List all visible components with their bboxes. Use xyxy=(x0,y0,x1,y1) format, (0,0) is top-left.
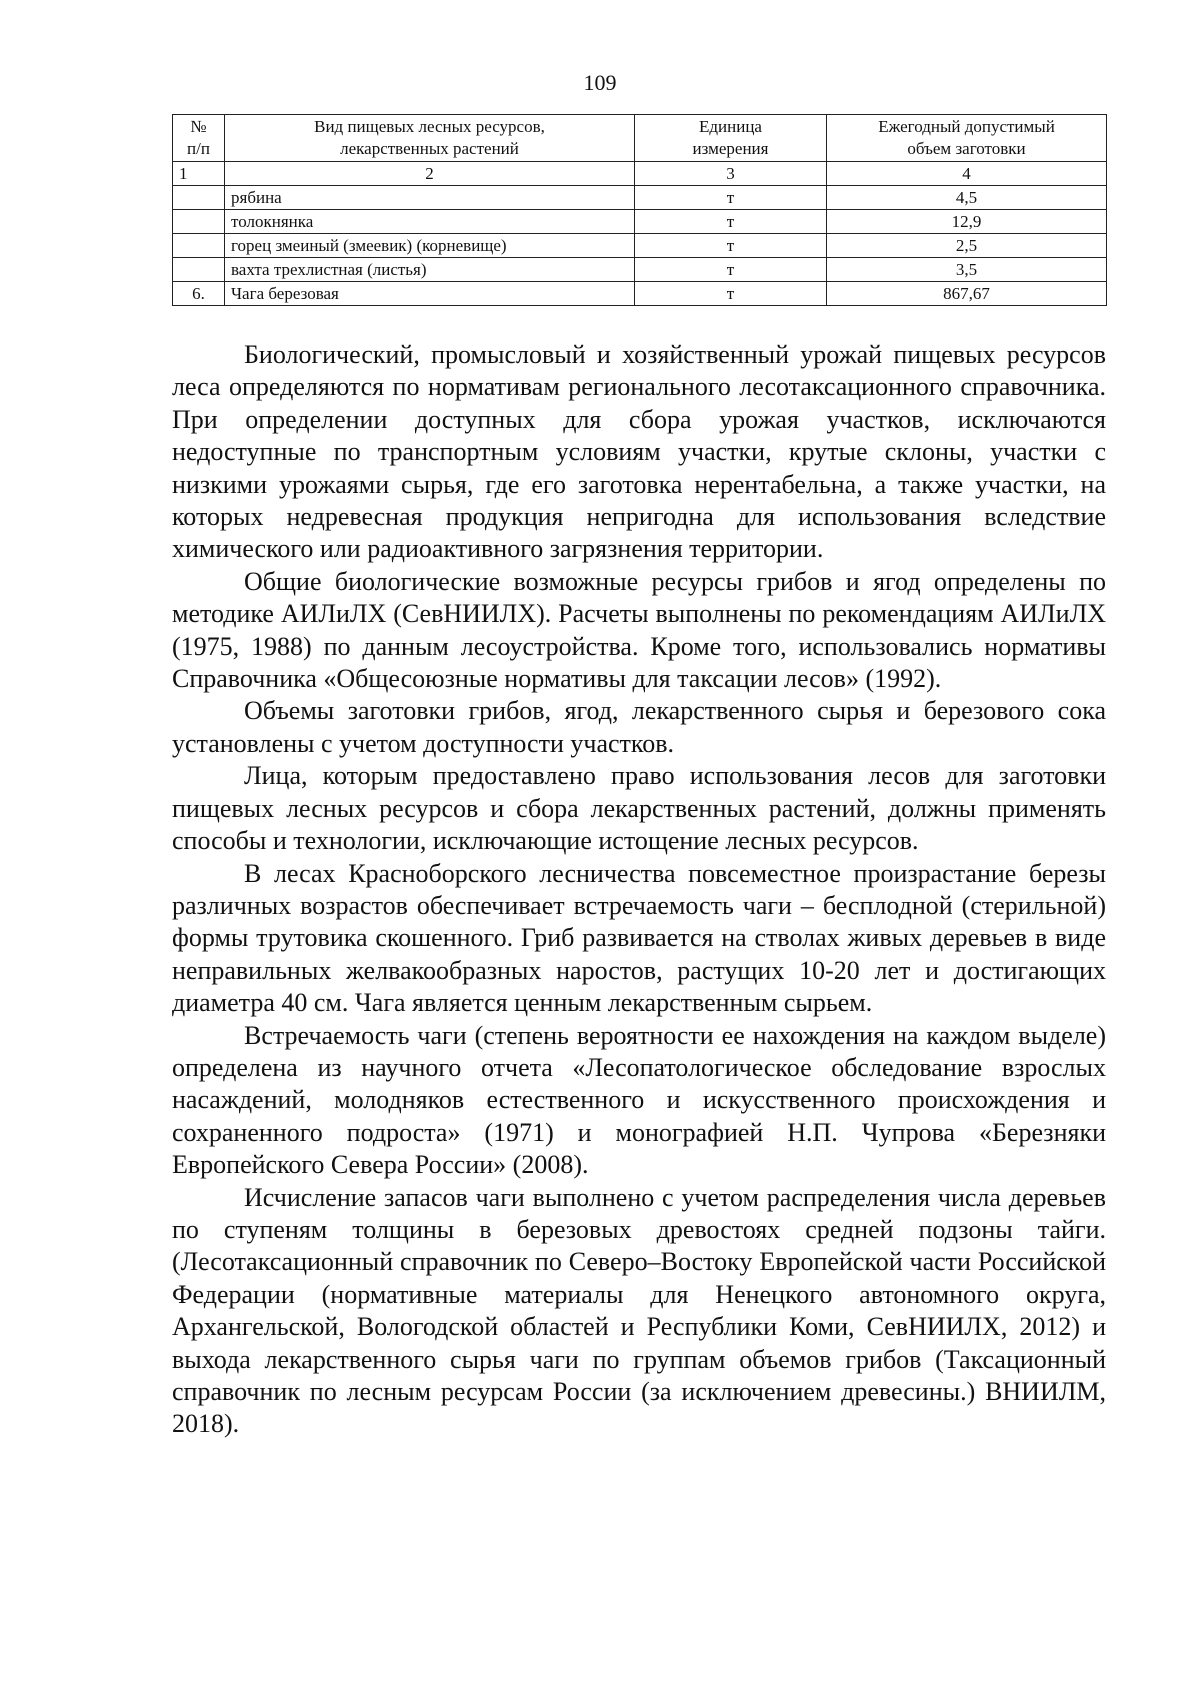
header-num xyxy=(173,115,225,162)
paragraph: Лица, которым предоставлено право использования лесов для заготовки пищевых лесных ресурсов и сбора лекарственных растений, должны применять способы и технологии, исключающие истощение лесных ресурсов. xyxy=(172,761,1106,856)
table-row xyxy=(173,258,1107,282)
row-value-cell: 12,9 xyxy=(827,210,1107,234)
row-value-cell: 4,5 xyxy=(827,186,1107,210)
row-name-cell: толокнянка xyxy=(225,210,635,234)
row-num-cell xyxy=(173,186,225,210)
column-number-cell: 2 xyxy=(225,162,635,186)
resources-table xyxy=(172,114,1107,306)
column-number-cell: 4 xyxy=(827,162,1107,186)
row-num-cell: 6. xyxy=(173,282,225,306)
paragraph: Встречаемость чаги (степень вероятности ее нахождения на каждом выделе) определена из научного отчета «Лесопатологическое обследование взрослых насаждений, молодняков естественного и искусственного происхождения и сохраненного подроста» (1971) и монографией Н.П. Чупрова «Березняки Европейского Севера России» (2008). xyxy=(172,1020,1106,1180)
page-number: 109 xyxy=(583,70,617,95)
row-unit-cell: т xyxy=(635,282,827,306)
row-num-cell xyxy=(173,234,225,258)
paragraph: В лесах Красноборского лесничества повсеместное произрастание березы различных возрастов обеспечивает встречаемость чаги – бесплодной (стерильной) формы трутовика скошенного. Гриб развивается на стволах живых деревьев в виде неправильных желвакообразных наростов, растущих 10-20 лет и достигающих диаметра 40 см. Чага является ценным лекарственным сырьем. xyxy=(172,858,1106,1018)
row-value-cell: 3,5 xyxy=(827,258,1107,282)
header-num-line2: п/п xyxy=(187,139,210,158)
row-unit-cell: т xyxy=(635,258,827,282)
header-volume-line2: объем заготовки xyxy=(907,139,1026,158)
header-volume-line1: Ежегодный допустимый xyxy=(878,117,1055,136)
header-unit-line1: Единица xyxy=(699,117,762,136)
row-name-cell: горец змеиный (змеевик) (корневище) xyxy=(225,234,635,258)
row-num-cell xyxy=(173,258,225,282)
header-kind xyxy=(225,115,635,162)
row-value-cell: 867,67 xyxy=(827,282,1107,306)
table-row xyxy=(173,186,1107,210)
row-name-cell: Чага березовая xyxy=(225,282,635,306)
row-name-cell: вахта трехлистная (листья) xyxy=(225,258,635,282)
paragraph: Общие биологические возможные ресурсы грибов и ягод определены по методике АИЛиЛХ (СевНИИЛХ). Расчеты выполнены по рекомендациям АИЛиЛХ (1975, 1988) по данным лесоустройства. Кроме того, использовались нормативы Справочника «Общесоюзные нормативы для таксации лесов» (1992). xyxy=(172,566,1106,694)
row-value-cell: 2,5 xyxy=(827,234,1107,258)
row-unit-cell: т xyxy=(635,186,827,210)
column-number-cell: 1 xyxy=(173,162,225,186)
header-unit xyxy=(635,115,827,162)
header-unit-line2: измерения xyxy=(692,139,769,158)
body-text xyxy=(172,339,1106,1441)
header-volume xyxy=(827,115,1107,162)
row-unit-cell: т xyxy=(635,210,827,234)
row-num-cell xyxy=(173,210,225,234)
table-row xyxy=(173,234,1107,258)
paragraph: Объемы заготовки грибов, ягод, лекарственного сырья и березового сока установлены с учетом доступности участков. xyxy=(172,696,1106,758)
header-kind-line2: лекарственных растений xyxy=(340,139,519,158)
row-name-cell: рябина xyxy=(225,186,635,210)
paragraph: Биологический, промысловый и хозяйственный урожай пищевых ресурсов леса определяются по нормативам регионального лесотаксационного справочника. При определении доступных для сбора урожая участков, исключаются недоступные по транспортным условиям участки, крутые склоны, участки с низкими урожаями сырья, где его заготовка нерентабельна, а также участки, на которых недревесная продукция непригодна для использования вследствие химического или радиоактивного загрязнения территории. xyxy=(172,340,1106,564)
header-kind-line1: Вид пищевых лесных ресурсов, xyxy=(314,117,545,136)
paragraph: Исчисление запасов чаги выполнено с учетом распределения числа деревьев по ступеням толщины в березовых древостоях средней подзоны тайги. (Лесотаксационный справочник по Северо–Востоку Европейской части Российской Федерации (нормативные материалы для Ненецкого автономного округа, Архангельской, Вологодской областей и Республики Коми, СевНИИЛХ, 2012) и выхода лекарственного сырья чаги по группам объемов грибов (Таксационный справочник по лесным ресурсам России (за исключением древесины.) ВНИИЛМ, 2018). xyxy=(172,1182,1106,1439)
column-number-row xyxy=(173,162,1107,186)
table-row xyxy=(173,210,1107,234)
table-row xyxy=(173,282,1107,306)
header-num-line1: № xyxy=(190,117,207,136)
row-unit-cell: т xyxy=(635,234,827,258)
table-header-row xyxy=(173,115,1107,162)
column-number-cell: 3 xyxy=(635,162,827,186)
